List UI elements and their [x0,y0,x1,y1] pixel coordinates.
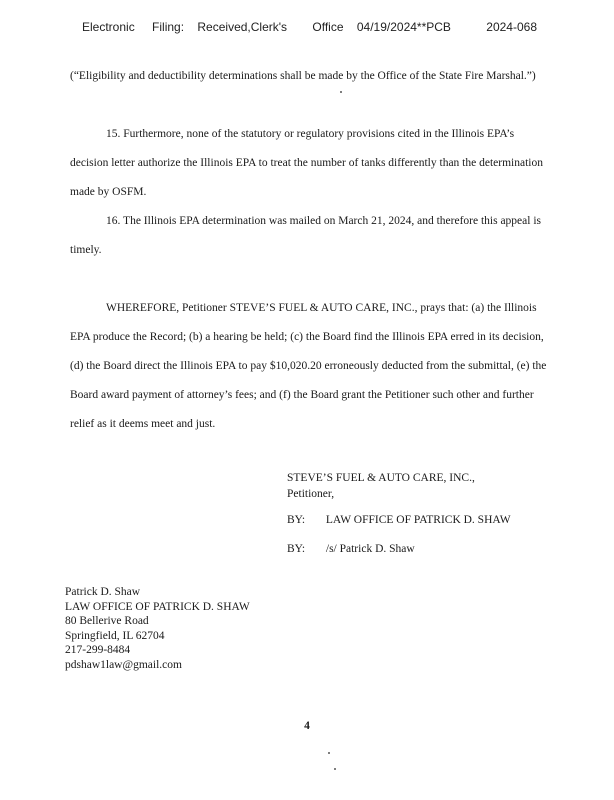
header-office: Office [312,20,344,34]
scan-speck [328,752,330,754]
contact-city: Springfield, IL 62704 [65,629,165,642]
header-case-number: 2024-068 [486,20,537,34]
paragraph-quote [70,62,550,91]
contact-firm: LAW OFFICE OF PATRICK D. SHAW [65,600,250,613]
wherefore-paragraph-text: WHEREFORE, Petitioner STEVE’S FUEL & AUTO CARE, INC., prays that: (a) the Illinois EPA produce the Record; (b) a hearing be held; (c) the Board find the Illinois EPA erred in its decision, (d) the Board direct the Illinois EPA to pay $10,020.20 erroneously deducted from the submittal, (e) the Board award payment of attorney’s fees; and (f) the Board grant the Petitioner such other and further relief as it deems meet and just. [70,302,547,430]
wherefore-paragraph [70,294,550,439]
header-electronic: Electronic [82,20,135,34]
paragraph-15 [70,120,550,207]
attorney-contact-block [65,585,250,672]
paragraph-15-text: 15. Furthermore, none of the statutory or regulatory provisions cited in the Illinois EPA’s decision letter authorize the Illinois EPA to treat the number of tanks differently than the determination made by OSFM. [70,128,543,198]
by-value-1: LAW OFFICE OF PATRICK D. SHAW [325,514,511,526]
contact-name: Patrick D. Shaw [65,586,141,598]
signature-by-line-1 [287,514,511,526]
signature-block [287,470,475,502]
by-label-1: BY: [287,514,306,526]
by-value-2: /s/ Patrick D. Shaw [325,543,415,555]
by-label-2: BY: [287,543,306,555]
contact-email: pdshaw1law@gmail.com [65,658,182,671]
contact-phone: 217-299-8484 [65,644,131,656]
signature-role: Petitioner, [287,488,335,500]
filing-stamp-header [82,20,537,34]
page-number: 4 [304,720,310,732]
header-date: 04/19/2024**PCB [356,20,451,34]
signature-company: STEVE’S FUEL & AUTO CARE, INC., [287,472,475,484]
contact-street: 80 Bellerive Road [65,615,149,627]
scan-speck [334,768,336,770]
paragraph-quote-text: (“Eligibility and deductibility determinations shall be made by the Office of the State Fire Marshal.”) [70,70,536,82]
header-filing: Filing: [152,20,185,34]
scan-speck [340,91,342,93]
paragraph-16-text: 16. The Illinois EPA determination was mailed on March 21, 2024, and therefore this appeal is timely. [70,215,541,256]
header-received: Received,Clerk's [197,20,288,34]
paragraph-16 [70,207,550,265]
signature-by-line-2 [287,543,415,555]
